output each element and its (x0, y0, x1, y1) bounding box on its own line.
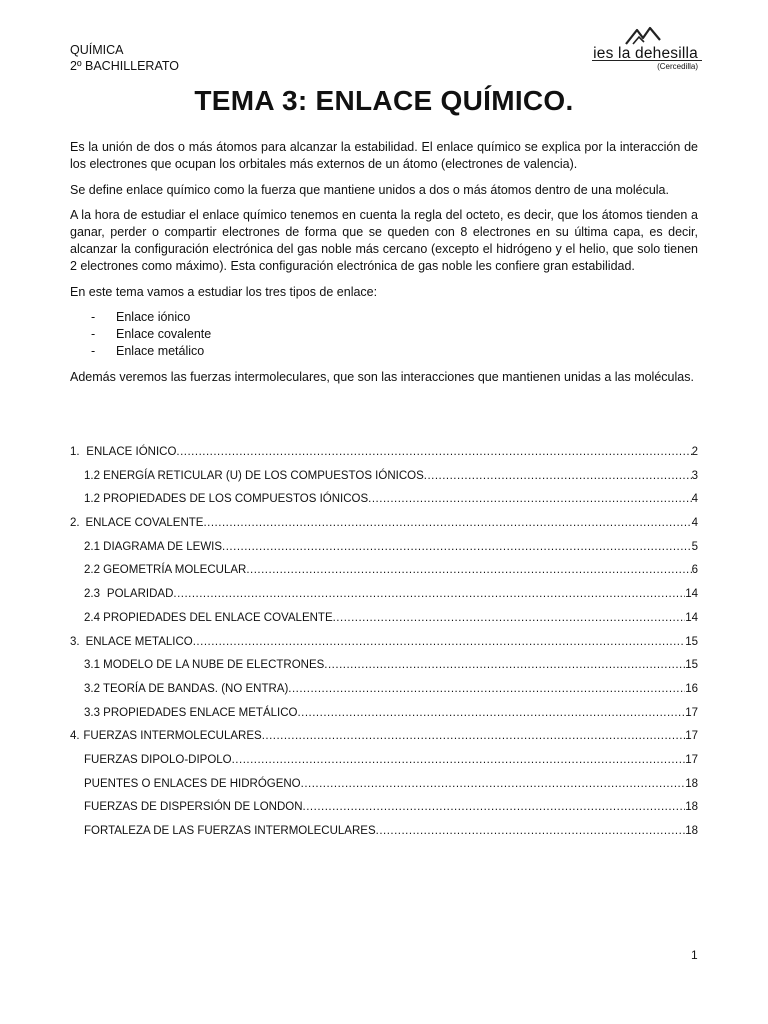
toc-entry[interactable] (70, 801, 698, 825)
toc-entry-label: 1.2 ENERGÍA RETICULAR (U) DE LOS COMPUESTOS IÓNICOS (84, 469, 424, 482)
table-of-contents (70, 446, 698, 849)
header-subject-block (70, 43, 179, 74)
toc-entry[interactable] (70, 825, 698, 849)
toc-entry[interactable] (70, 636, 698, 660)
toc-entry-label: PUENTES O ENLACES DE HIDRÓGENO (84, 777, 301, 790)
toc-entry-page: 6 (691, 564, 698, 577)
toc-entry-label: 3.2 TEORÍA DE BANDAS. (NO ENTRA) (84, 682, 289, 695)
toc-dot-leader (376, 825, 686, 837)
toc-dot-leader (232, 754, 686, 766)
toc-entry-label: ENLACE METALICO (85, 635, 193, 648)
toc-entry-page: 17 (685, 730, 698, 743)
header-level: 2º BACHILLERATO (70, 58, 180, 73)
toc-dot-leader (297, 707, 685, 719)
toc-dot-leader (176, 446, 691, 458)
toc-entry[interactable] (70, 612, 698, 636)
header-subject: QUÍMICA (70, 43, 124, 57)
toc-entry-page: 16 (685, 682, 698, 695)
toc-entry-number: 4. (70, 730, 80, 743)
toc-entry-number: 1. (70, 446, 80, 458)
toc-entry-number: 3. (70, 635, 80, 648)
toc-dot-leader (301, 778, 686, 790)
toc-entry-number: 2. (70, 517, 80, 530)
toc-entry-page: 3 (691, 469, 698, 482)
toc-dot-leader (203, 517, 691, 529)
list-item (70, 343, 698, 360)
toc-entry[interactable] (70, 588, 698, 612)
toc-dot-leader (333, 612, 686, 624)
list-dash: - (91, 310, 96, 325)
list-item (70, 309, 698, 326)
toc-entry-page: 4 (691, 493, 698, 506)
list-item-label: Enlace iónico (116, 310, 191, 325)
toc-entry[interactable] (70, 470, 698, 494)
toc-entry-page: 15 (685, 635, 698, 648)
toc-dot-leader (193, 636, 685, 648)
toc-entry-page: 18 (685, 777, 698, 790)
toc-entry[interactable] (70, 564, 698, 588)
toc-dot-leader (303, 801, 686, 813)
toc-entry[interactable] (70, 754, 698, 778)
toc-entry[interactable] (70, 730, 698, 754)
toc-entry-page: 5 (691, 540, 698, 553)
toc-entry-page: 17 (685, 706, 698, 719)
toc-entry-label: 3.1 MODELO DE LA NUBE DE ELECTRONES (84, 659, 325, 672)
toc-entry-label: ENLACE IÓNICO (86, 446, 177, 458)
toc-entry-page: 14 (685, 611, 698, 624)
toc-entry-page: 17 (685, 753, 698, 766)
toc-dot-leader (368, 493, 691, 505)
toc-entry[interactable] (70, 659, 698, 683)
toc-dot-leader (173, 588, 685, 600)
paragraph-definition: Se define enlace químico como la fuerza que mantiene unidos a dos o más átomos dentro de una molécula. (70, 182, 669, 197)
toc-entry-number: 2.3 (84, 588, 100, 601)
toc-entry-label: ENLACE COVALENTE (85, 517, 204, 530)
paragraph-octet-rule: A la hora de estudiar el enlace químico tenemos en cuenta la regla del octeto, es decir, que los átomos tienden a ganar, perder o compartir electrones de forma que se queden con 8 electrones en su última capa, es decir, alcanzar la configuración electrónica del gas noble más cercano (excepto el hidrógeno y el helio, que solo tienen 2 electrones como máximo). Esta configuración electrónica de gas noble les confiere gran estabilidad. (70, 208, 698, 273)
list-item-label: Enlace covalente (116, 327, 212, 342)
toc-entry-label: 3.3 PROPIEDADES ENLACE METÁLICO (84, 706, 298, 719)
list-dash: - (91, 343, 96, 358)
toc-entry-label: FORTALEZA DE LAS FUERZAS INTERMOLECULARES (84, 825, 376, 837)
toc-entry-label: 2.1 DIAGRAMA DE LEWIS (84, 540, 223, 553)
logo-divider (592, 60, 702, 61)
toc-entry[interactable] (70, 446, 698, 470)
toc-entry[interactable] (70, 541, 698, 565)
list-dash: - (91, 327, 96, 342)
paragraph-bond-types-intro: En este tema vamos a estudiar los tres tipos de enlace: (70, 284, 378, 299)
toc-dot-leader (246, 564, 691, 576)
toc-entry-label: 2.4 PROPIEDADES DEL ENLACE COVALENTE (84, 611, 333, 624)
toc-dot-leader (288, 683, 685, 695)
paragraph-intro: Es la unión de dos o más átomos para alcanzar la estabilidad. El enlace químico se explica por la interacción de los electrones que ocupan los orbitales más externos de un átomo (electrones de valencia). (70, 140, 698, 171)
toc-entry-page: 18 (685, 801, 698, 814)
bond-types-list (70, 309, 698, 359)
toc-entry-label: POLARIDAD (106, 588, 174, 601)
toc-entry-page: 14 (685, 588, 698, 601)
toc-entry[interactable] (70, 778, 698, 802)
toc-entry-label: 2.2 GEOMETRÍA MOLECULAR (84, 564, 247, 577)
logo-school-name: ies la dehesilla (593, 45, 698, 62)
list-item (70, 326, 698, 343)
document-title: TEMA 3: ENLACE QUÍMICO. (194, 85, 574, 116)
toc-entry[interactable] (70, 683, 698, 707)
toc-entry-page: 2 (691, 446, 698, 458)
toc-entry-label: FUERZAS INTERMOLECULARES (83, 730, 262, 743)
toc-entry-label: 1.2 PROPIEDADES DE LOS COMPUESTOS IÓNICOS (84, 493, 369, 506)
toc-entry-page: 15 (685, 659, 698, 672)
toc-entry[interactable] (70, 493, 698, 517)
school-logo (592, 26, 702, 74)
paragraph-intermolecular: Además veremos las fuerzas intermoleculares, que son las interacciones que mantienen unidas a las moléculas. (70, 369, 694, 384)
page-number: 1 (691, 948, 698, 962)
mountain-logo-icon (625, 26, 661, 46)
toc-dot-leader (324, 659, 685, 671)
toc-entry-label: FUERZAS DIPOLO-DIPOLO (84, 753, 232, 766)
toc-entry[interactable] (70, 707, 698, 731)
list-item-label: Enlace metálico (116, 343, 205, 358)
toc-entry-label: FUERZAS DE DISPERSIÓN DE LONDON (84, 801, 303, 814)
toc-entry-page: 4 (691, 517, 698, 530)
toc-dot-leader (262, 730, 686, 742)
logo-place-name: (Cercedilla) (657, 62, 698, 71)
toc-entry[interactable] (70, 517, 698, 541)
toc-dot-leader (222, 541, 692, 553)
toc-dot-leader (424, 470, 692, 482)
toc-entry-page: 18 (685, 825, 698, 837)
document-body (70, 139, 698, 395)
